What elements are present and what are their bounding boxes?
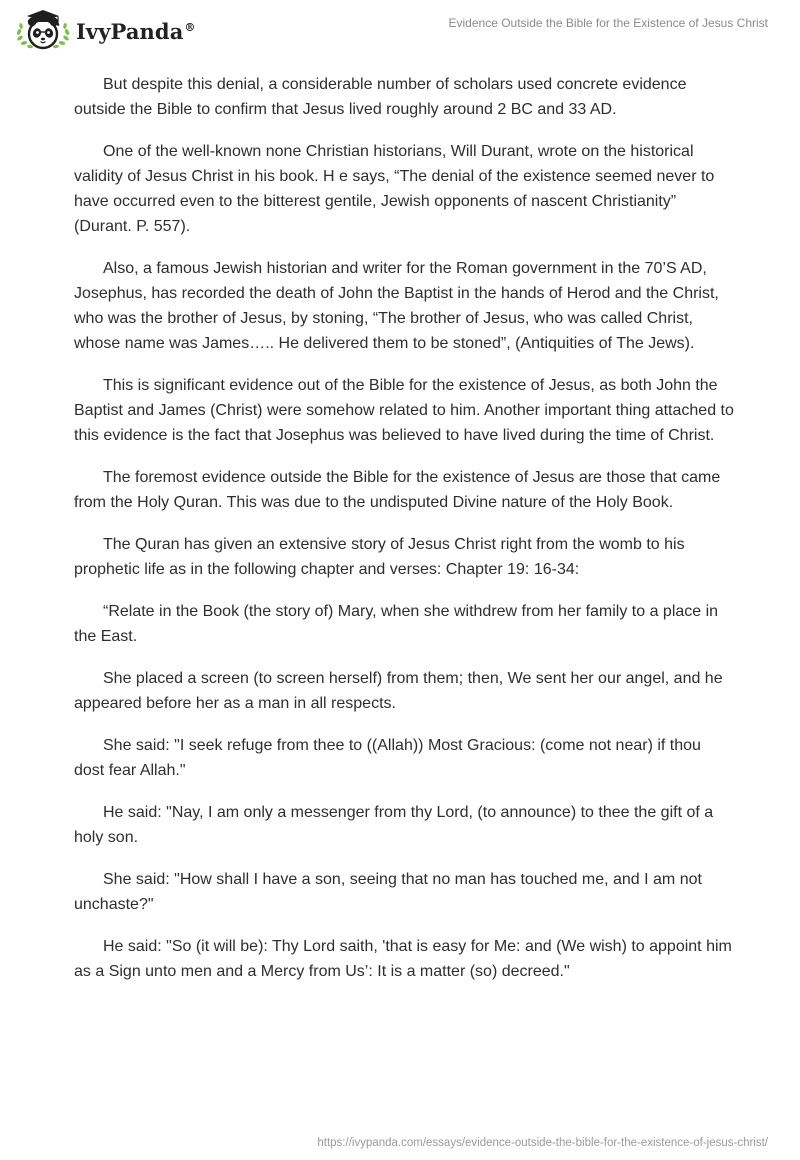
paragraph-10: He said: "Nay, I am only a messenger from thy Lord, (to announce) to thee the gift of a holy son. xyxy=(74,804,714,846)
paragraph-11: She said: "How shall I have a son, seeing that no man has touched me, and I am not unchaste?" xyxy=(74,871,702,913)
document-title: Evidence Outside the Bible for the Existence of Jesus Christ xyxy=(448,16,768,30)
paragraph-3: Also, a famous Jewish historian and writer for the Roman government in the 70’S AD, Josephus, has recorded the death of John the Baptist in the hands of Herod and the Christ, who was the brother of Jesus, by stoning, “The brother of Jesus, who was called Christ, whose name was James….. He delivered them to be stoned”, (Antiquities of The Jews). xyxy=(74,260,719,352)
paragraph-8: She placed a screen (to screen herself) from them; then, We sent her our angel, and he appeared before her as a man in all respects. xyxy=(74,670,723,712)
essay-body xyxy=(74,72,734,1001)
paragraph-4: This is significant evidence out of the Bible for the existence of Jesus, as both John the Baptist and James (Christ) were somehow related to him. Another important thing attached to this evidence is the fact that Josephus was believed to have lived during the time of Christ. xyxy=(74,377,734,444)
source-url-link[interactable]: https://ivypanda.com/essays/evidence-outside-the-bible-for-the-existence-of-jesus-christ/ xyxy=(317,1137,768,1149)
paragraph-5: The foremost evidence outside the Bible for the existence of Jesus are those that came from the Holy Quran. This was due to the undisputed Divine nature of the Holy Book. xyxy=(74,469,721,511)
panda-graduate-logo-icon xyxy=(14,8,72,52)
paragraph-6: The Quran has given an extensive story of Jesus Christ right from the womb to his prophetic life as in the following chapter and verses: Chapter 19: 16-34: xyxy=(74,536,685,578)
paragraph-12: He said: "So (it will be): Thy Lord saith, 'that is easy for Me: and (We wish) to appoint him as a Sign unto men and a Mercy from Us’: It is a matter (so) decreed." xyxy=(74,938,732,980)
paragraph-2: One of the well-known none Christian historians, Will Durant, wrote on the historical validity of Jesus Christ in his book. H e says, “The denial of the existence seemed never to have occurred even to the bitterest gentile, Jewish opponents of nascent Christianity” (Durant. P. 557). xyxy=(74,143,715,235)
registered-mark: ® xyxy=(184,20,196,34)
paragraph-7: “Relate in the Book (the story of) Mary, when she withdrew from her family to a place in the East. xyxy=(74,603,719,645)
paragraph-1: But despite this denial, a considerable number of scholars used concrete evidence outside the Bible to confirm that Jesus lived roughly around 2 BC and 33 AD. xyxy=(74,76,687,118)
ivypanda-logo[interactable] xyxy=(14,8,196,52)
brand-name: IvyPanda® xyxy=(76,18,196,44)
page-header xyxy=(0,0,800,60)
paragraph-9: She said: "I seek refuge from thee to ((Allah)) Most Gracious: (come not near) if thou dost fear Allah." xyxy=(74,737,701,779)
